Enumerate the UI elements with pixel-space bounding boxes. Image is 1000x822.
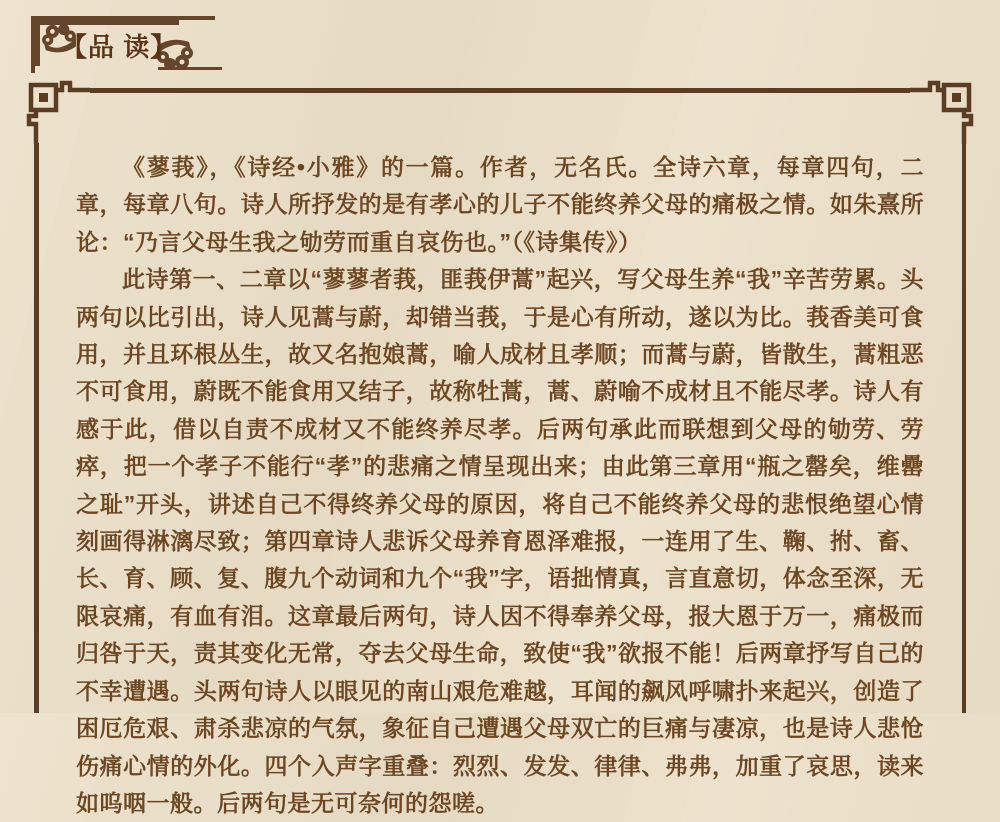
plaque-left-bar-tail — [31, 63, 35, 73]
fret-corner-icon — [26, 80, 90, 144]
fret-corner-icon — [910, 80, 974, 144]
plaque-left-bar — [31, 16, 40, 66]
frame-right-line — [962, 143, 967, 713]
article-body — [76, 149, 924, 822]
plaque-top-bar-tail — [175, 16, 215, 20]
page-title: 【品 读】 — [61, 32, 178, 62]
frame-top-line — [90, 88, 910, 93]
paragraph-analysis: 此诗第一、二章以“蓼蓼者莪，匪莪伊蒿”起兴，写父母生养“我”辛苦劳累。头两句以比引出，诗人见蒿与蔚，却错当莪，于是心有所动，遂以为比。莪香美可食用，并且环根丛生，故又名抱娘蒿，喻人成材且孝顺；而蒿与蔚，皆散生，蒿粗恶不可食用，蔚既不能食用又结子，故称牡蒿，蒿、蔚喻不成材且不能尽孝。诗人有感于此，借以自责不成材又不能终养尽孝。后两句承此而联想到父母的劬劳、劳瘁，把一个孝子不能行“孝”的悲痛之情呈现出来；由此第三章用“瓶之罄矣，维罍之耻”开头，讲述自己不得终养父母的原因，将自己不能终养父母的悲恨绝望心情刻画得淋漓尽致；第四章诗人悲诉父母养育恩泽难报，一连用了生、鞠、拊、畜、长、育、顾、复、腹九个动词和九个“我”字，语拙情真，言直意切，体念至深，无限哀痛，有血有泪。这章最后两句，诗人因不得奉养父母，报大恩于万一，痛极而归咎于天，责其变化无常，夺去父母生命，致使“我”欲报不能！后两章抒写自己的不幸遭遇。头两句诗人以眼见的南山艰危难越，耳闻的飙风呼啸扑来起兴，创造了困厄危艰、肃杀悲凉的气氛，象征自己遭遇父母双亡的巨痛与凄凉，也是诗人悲怆伤痛心情的外化。四个入声字重叠：烈烈、发发、律律、弗弗，加重了哀思，读来如呜咽一般。后两句是无可奈何的怨嗟。 — [76, 266, 924, 816]
paragraph-intro: 《蓼莪》，《诗经•小雅》的一篇。作者，无名氏。全诗六章，每章四句，二章，每章八句。诗人所抒发的是有孝心的儿子不能终养父母的痛极之情。如朱熹所论：“乃言父母生我之劬劳而重自哀伤也。”（《诗集传》） — [76, 154, 924, 255]
frame-left-line — [34, 143, 39, 713]
